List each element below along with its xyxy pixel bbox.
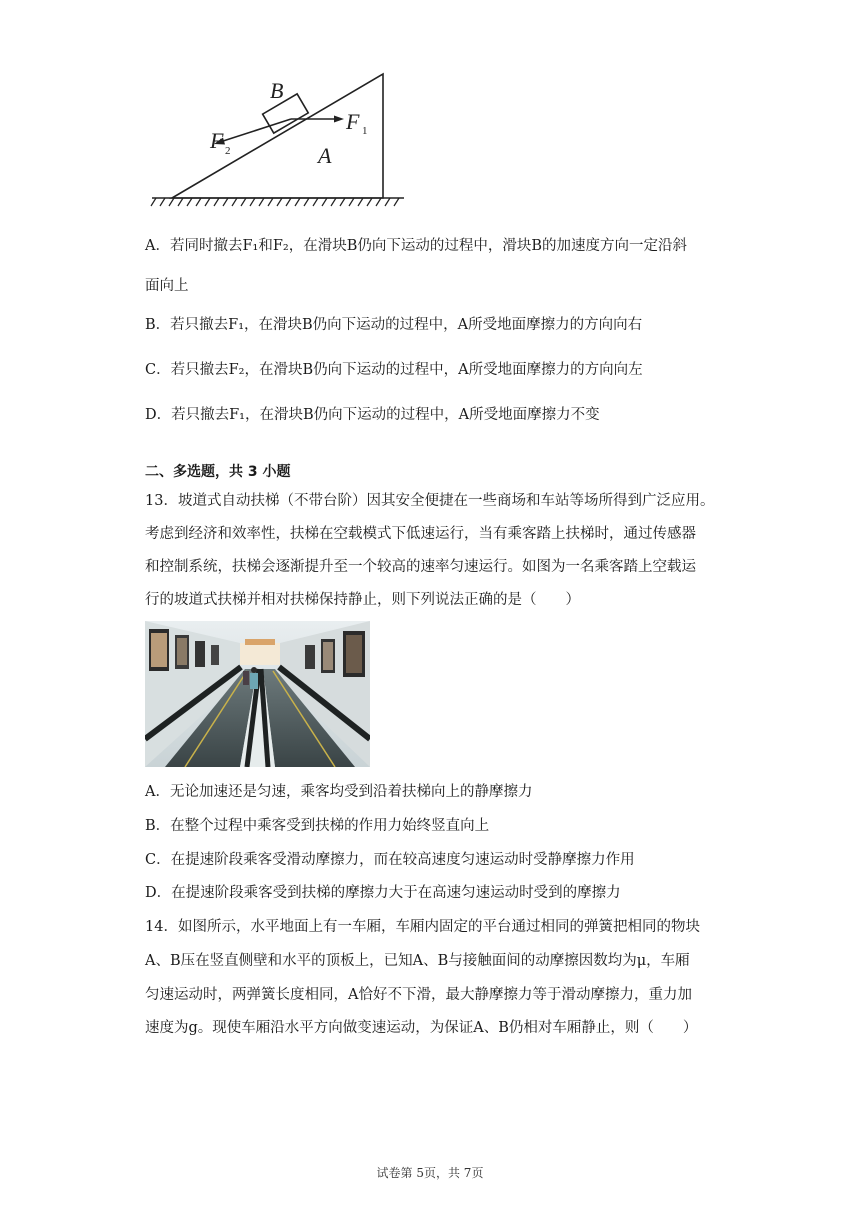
incline-diagram [148,70,408,210]
q13-stem-line3: 和控制系统，扶梯会逐渐提升至一个较高的速率匀速运行。如图为一名乘客踏上空载运 [145,559,696,575]
q13-stem-line1: 13．坡道式自动扶梯（不带台阶）因其安全便捷在一些商场和车站等场所得到广泛应用。 [145,493,715,509]
label-a: A [318,143,332,168]
q12-option-d: D．若只撤去F₁，在滑块B仍向下运动的过程中，A所受地面摩擦力不变 [145,407,600,423]
q12-option-c: C．若只撤去F₂，在滑块B仍向下运动的过程中，A所受地面摩擦力的方向向左 [145,362,643,378]
q13-option-b: B．在整个过程中乘客受到扶梯的作用力始终竖直向上 [145,818,490,834]
label-b: B [270,78,284,103]
ground-hatching [151,198,399,206]
q14-stem-line3: 匀速运动时，两弹簧长度相同，A恰好不下滑，最大静摩擦力等于滑动摩擦力，重力加 [145,987,692,1003]
q14-stem-line4: 速度为g。现使车厢沿水平方向做变速运动，为保证A、B仍相对车厢静止，则（ ） [145,1020,698,1036]
q14-stem-line2: A、B压在竖直侧壁和水平的顶板上，已知A、B与接触面间的动摩擦因数均为μ，车厢 [145,953,690,969]
label-f1-sub: 1 [362,125,368,137]
section-heading: 二、多选题，共 3 小题 [145,464,291,480]
page-footer: 试卷第 5页，共 7页 [376,1166,484,1180]
label-f2: F [210,128,224,153]
q14-stem-line1: 14．如图所示，水平地面上有一车厢，车厢内固定的平台通过相同的弹簧把相同的物块 [145,919,700,935]
label-f1: F [346,109,360,134]
q13-option-d: D．在提速阶段乘客受到扶梯的摩擦力大于在高速匀速运动时受到的摩擦力 [145,885,621,901]
label-f2-sub: 2 [225,145,231,157]
q13-option-a: A．无论加速还是匀速，乘客均受到沿着扶梯向上的静摩擦力 [145,784,533,800]
q12-option-b: B．若只撤去F₁，在滑块B仍向下运动的过程中，A所受地面摩擦力的方向向右 [145,317,643,333]
q13-option-c: C．在提速阶段乘客受滑动摩擦力，而在较高速度匀速运动时受静摩擦力作用 [145,852,635,868]
f2-arrow [220,119,291,142]
escalator-photo [145,621,370,767]
q12-option-a-line1: A．若同时撤去F₁和F₂，在滑块B仍向下运动的过程中，滑块B的加速度方向一定沿斜 [145,238,688,254]
q13-stem-line2: 考虑到经济和效率性，扶梯在空载模式下低速运行，当有乘客踏上扶梯时，通过传感器 [145,526,696,542]
q13-stem-line4: 行的坡道式扶梯并相对扶梯保持静止，则下列说法正确的是（ ） [145,592,580,608]
q12-option-a-line2: 面向上 [145,278,189,294]
